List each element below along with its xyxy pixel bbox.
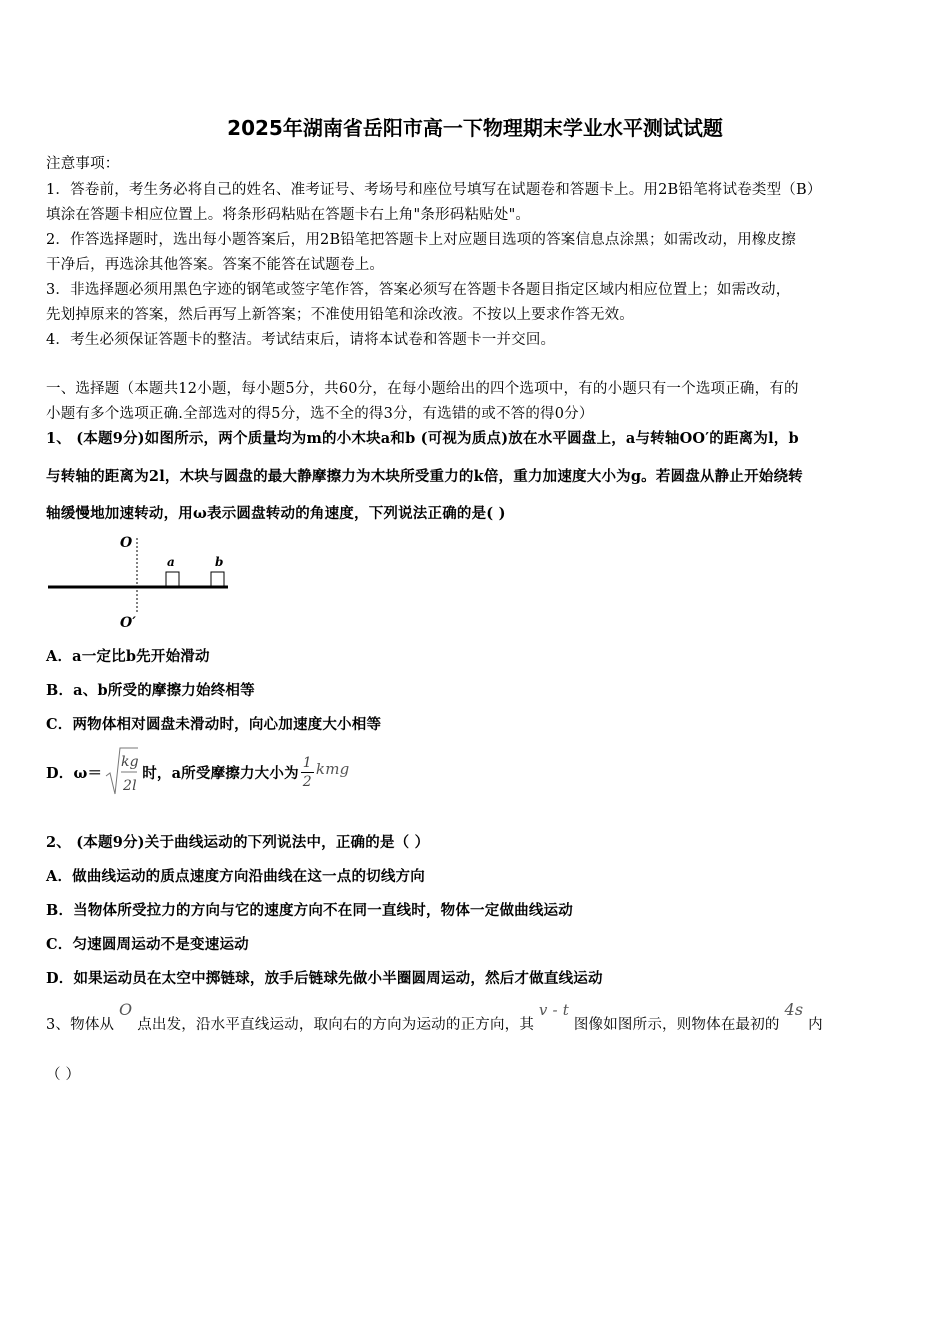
- q3-part2: 点出发，沿水平直线运动，取向右的方向为运动的正方向，其: [137, 1017, 535, 1033]
- notice-line: 填涂在答题卡相应位置上。将条形码粘贴在答题卡右上角"条形码粘贴处"。: [46, 207, 531, 223]
- option-d-middle: 时，a所受摩擦力大小为: [142, 764, 299, 782]
- q1-rotating-disk-diagram: [40, 528, 240, 632]
- notice-line: 先划掉原来的答案，然后再写上新答案；不准使用铅笔和涂改液。不按以上要求作答无效。: [46, 307, 634, 323]
- axis-label-top: O: [120, 535, 133, 551]
- fraction-denominator: 2: [302, 773, 312, 790]
- block-a-label: a: [167, 555, 175, 569]
- sqrt-expression: [104, 746, 138, 798]
- q2-option-a: A．做曲线运动的质点速度方向沿曲线在这一点的切线方向: [46, 868, 425, 885]
- block-b: [211, 572, 224, 586]
- section-heading: 一、选择题（本题共12小题，每小题5分，共60分，在每小题给出的四个选项中，有的小题只有一个选项正确，有的: [46, 381, 799, 397]
- q1-option-a: A．a一定比b先开始滑动: [46, 648, 210, 665]
- option-d-prefix: D．ω＝: [46, 764, 103, 782]
- q2-option-d: D．如果运动员在太空中掷链球，放手后链球先做小半圈圆周运动，然后才做直线运动: [46, 970, 603, 987]
- axis-label-bottom: O′: [120, 615, 136, 631]
- q3-symbol-o: O: [119, 1000, 133, 1019]
- q3-part3: 图像如图所示，则物体在最初的: [573, 1017, 780, 1033]
- option-d-suffix: kmg: [315, 760, 350, 778]
- block-b-label: b: [215, 555, 224, 569]
- q3-symbol-4s: 4s: [784, 1000, 804, 1019]
- sqrt-numerator: kg: [121, 754, 139, 770]
- q1-option-d: [46, 746, 349, 798]
- notice-line: 4．考生必须保证答题卡的整洁。考试结束后，请将本试卷和答题卡一并交回。: [46, 332, 556, 348]
- q1-stem: 与转轴的距离为2l，木块与圆盘的最大静摩擦力为木块所受重力的k倍，重力加速度大小为g。若圆盘从静止开始绕转: [46, 468, 803, 485]
- section-heading: 小题有多个选项正确.全部选对的得5分，选不全的得3分，有选错的或不答的得0分）: [46, 406, 594, 422]
- page-title: 2025年湖南省岳阳市高一下物理期末学业水平测试试题: [227, 116, 723, 140]
- q1-option-c: C．两物体相对圆盘未滑动时，向心加速度大小相等: [46, 716, 382, 733]
- notice-line: 2．作答选择题时，选出每小题答案后，用2B铅笔把答题卡上对应题目选项的答案信息点涂黑；如需改动，用橡皮擦: [46, 232, 797, 248]
- sqrt-denominator: 2l: [123, 778, 137, 794]
- q3-part4: 内: [808, 1017, 823, 1033]
- q3-stem: [46, 1001, 823, 1041]
- q3-symbol-vt: v - t: [538, 1001, 570, 1019]
- q3-part1: 3、物体从: [46, 1017, 115, 1033]
- q3-answer-parens: （ ）: [46, 1067, 81, 1083]
- q1-stem: 1、 (本题9分)如图所示，两个质量均为m的小木块a和b (可视为质点)放在水平圆盘上，a与转轴OO′的距离为l，b: [46, 430, 799, 447]
- sqrt-sign: [104, 746, 138, 798]
- q2-option-b: B．当物体所受拉力的方向与它的速度方向不在同一直线时，物体一定做曲线运动: [46, 902, 573, 919]
- notice-line: 3．非选择题必须用黑色字迹的钢笔或签字笔作答，答案必须写在答题卡各题目指定区域内相应位置上；如需改动，: [46, 282, 791, 298]
- fraction-numerator: 1: [302, 754, 312, 771]
- notice-heading: 注意事项：: [46, 156, 120, 172]
- q1-stem: 轴缓慢地加速转动，用ω表示圆盘转动的角速度，下列说法正确的是( ): [46, 505, 506, 522]
- notice-line: 1．答卷前，考生务必将自己的姓名、准考证号、考场号和座位号填写在试题卷和答题卡上。用2B铅笔将试卷类型（B）: [46, 182, 822, 198]
- notice-line: 干净后，再选涂其他答案。答案不能答在试题卷上。: [46, 257, 385, 273]
- block-a: [166, 572, 179, 586]
- q2-option-c: C．匀速圆周运动不是变速运动: [46, 936, 249, 953]
- q1-option-b: B．a、b所受的摩擦力始终相等: [46, 682, 255, 699]
- q2-stem: 2、 (本题9分)关于曲线运动的下列说法中，正确的是（ ）: [46, 834, 430, 851]
- fraction-half: [301, 754, 314, 791]
